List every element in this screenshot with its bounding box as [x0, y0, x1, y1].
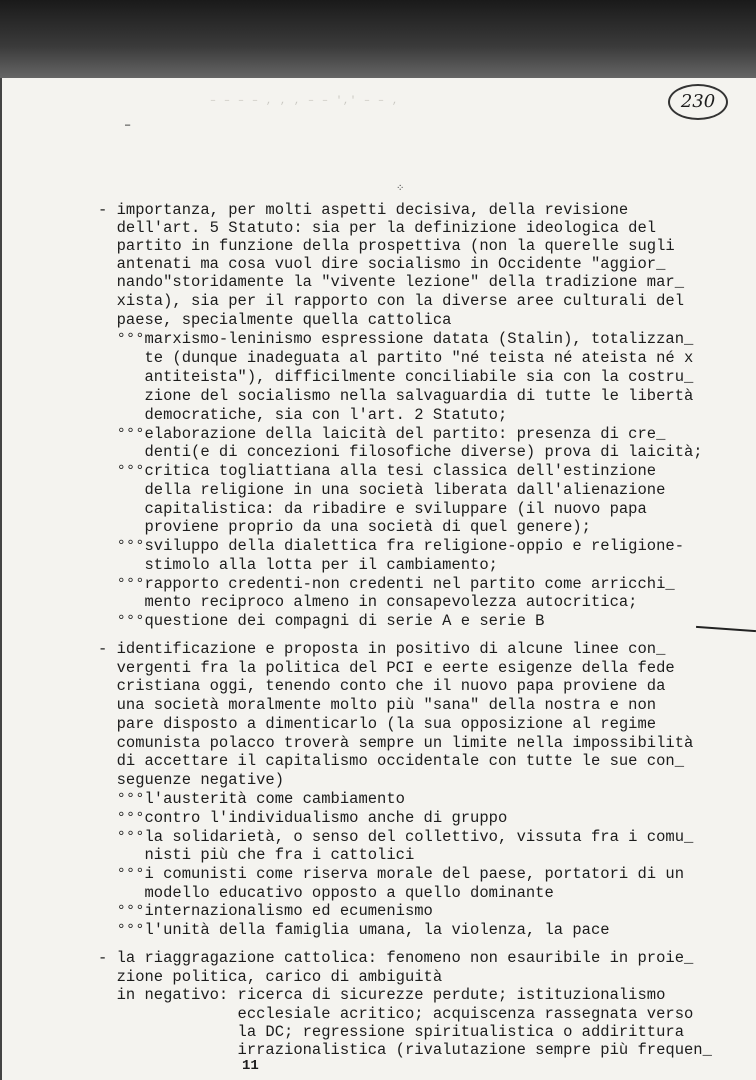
- text-line: in negativo: ricerca di sicurezze perdute; istituzionalismo: [98, 986, 666, 1004]
- text-line: °°°internazionalismo ed ecumenismo: [98, 902, 433, 920]
- scanner-shadow: [0, 0, 756, 84]
- text-line: partito in funzione della prospettiva (non la querelle sugli: [98, 237, 675, 255]
- text-line: nisti più che fra i cattolici: [98, 846, 415, 864]
- text-line: °°°elaborazione della laicità del partito: presenza di cre_: [98, 425, 666, 443]
- text-line: della religione in una società liberata dall'alienazione: [98, 481, 666, 499]
- text-line: nando"storidamente la "vivente lezione" della tradizione mar_: [98, 273, 684, 291]
- text-line: - la riaggragazione cattolica: fenomeno non esauribile in proie_: [98, 949, 694, 967]
- text-line: xista), sia per il rapporto con la diverse aree culturali del: [98, 292, 684, 310]
- text-line: ecclesiale acritico; acquiscenza rassegnata verso: [98, 1005, 694, 1023]
- footer-mark: 11: [242, 1058, 259, 1074]
- text-line: °°°l'unità della famiglia umana, la violenza, la pace: [98, 921, 610, 939]
- text-line: stimolo alla lotta per il cambiamento;: [98, 556, 498, 574]
- text-line: di accettare il capitalismo occidentale con tutte le sue con_: [98, 752, 684, 770]
- text-line: zione politica, carico di ambiguità: [98, 968, 443, 986]
- text-line: - importanza, per molti aspetti decisiva, della revisione: [98, 201, 629, 219]
- text-line: °°°i comunisti come riserva morale del paese, portatori di un: [98, 865, 684, 883]
- text-line: democratiche, sia con l'art. 2 Statuto;: [98, 406, 508, 424]
- page-number: 230: [668, 84, 728, 120]
- text-line: cristiana oggi, tenendo conto che il nuovo papa proviene da: [98, 677, 666, 695]
- text-line: antiteista"), difficilmente conciliabile sia con la costru_: [98, 368, 694, 386]
- text-line: vergenti fra la politica del PCI e eerte esigenze della fede: [98, 659, 675, 677]
- text-line: mento reciproco almeno in consapevolezza autocritica;: [98, 593, 638, 611]
- text-line: pare disposto a dimenticarlo (la sua opposizione al regime: [98, 715, 657, 733]
- text-line: zione del socialismo nella salvaguardia di tutte le libertà: [98, 387, 694, 405]
- text-line: comunista polacco troverà sempre un limite nella impossibilità: [98, 734, 694, 752]
- text-line: la DC; regressione spiritualistica o addirittura: [98, 1023, 684, 1041]
- text-line: °°°marxismo-leninismo espressione datata (Stalin), totalizzan_: [98, 330, 694, 348]
- text-line: paese, specialmente quella cattolica: [98, 311, 452, 329]
- typed-mark: ⁘: [396, 184, 405, 195]
- text-line: denti(e di concezioni filosofiche diverse) prova di laicità;: [98, 443, 703, 461]
- text-line: proviene proprio da una società di quel genere);: [98, 518, 591, 536]
- text-line: irrazionalistica (rivalutazione sempre più frequen_: [98, 1041, 712, 1059]
- text-line: °°°questione dei compagni di serie A e serie B: [98, 612, 545, 630]
- text-line: °°°sviluppo della dialettica fra religione-oppio e religione-: [98, 537, 684, 555]
- text-line: una società moralmente molto più "sana" della nostra e non: [98, 696, 657, 714]
- text-line: antenati ma cosa vuol dire socialismo in Occidente "aggior_: [98, 255, 666, 273]
- stray-mark: –: [124, 118, 132, 132]
- text-line: dell'art. 5 Statuto: sia per la definizione ideologica del: [98, 219, 657, 237]
- text-line: modello educativo opposto a quello dominante: [98, 884, 554, 902]
- text-line: capitalistica: da ribadire e sviluppare (il nuovo papa: [98, 500, 647, 518]
- text-line: te (dunque inadeguata al partito "né teista né ateista né x: [98, 349, 694, 367]
- text-line: °°°l'austerità come cambiamento: [98, 790, 405, 808]
- header-bleed-through: – – – – , , , – – ',' – – ,: [210, 96, 400, 107]
- text-line: - identificazione e proposta in positivo di alcune linee con_: [98, 640, 666, 658]
- text-line: °°°la solidarietà, o senso del collettivo, vissuta fra i comu_: [98, 828, 694, 846]
- text-line: °°°critica togliattiana alla tesi classica dell'estinzione: [98, 462, 657, 480]
- text-line: °°°contro l'individualismo anche di gruppo: [98, 809, 508, 827]
- text-line: seguenze negative): [98, 771, 285, 789]
- text-line: °°°rapporto credenti-non credenti nel partito come arricchi_: [98, 575, 675, 593]
